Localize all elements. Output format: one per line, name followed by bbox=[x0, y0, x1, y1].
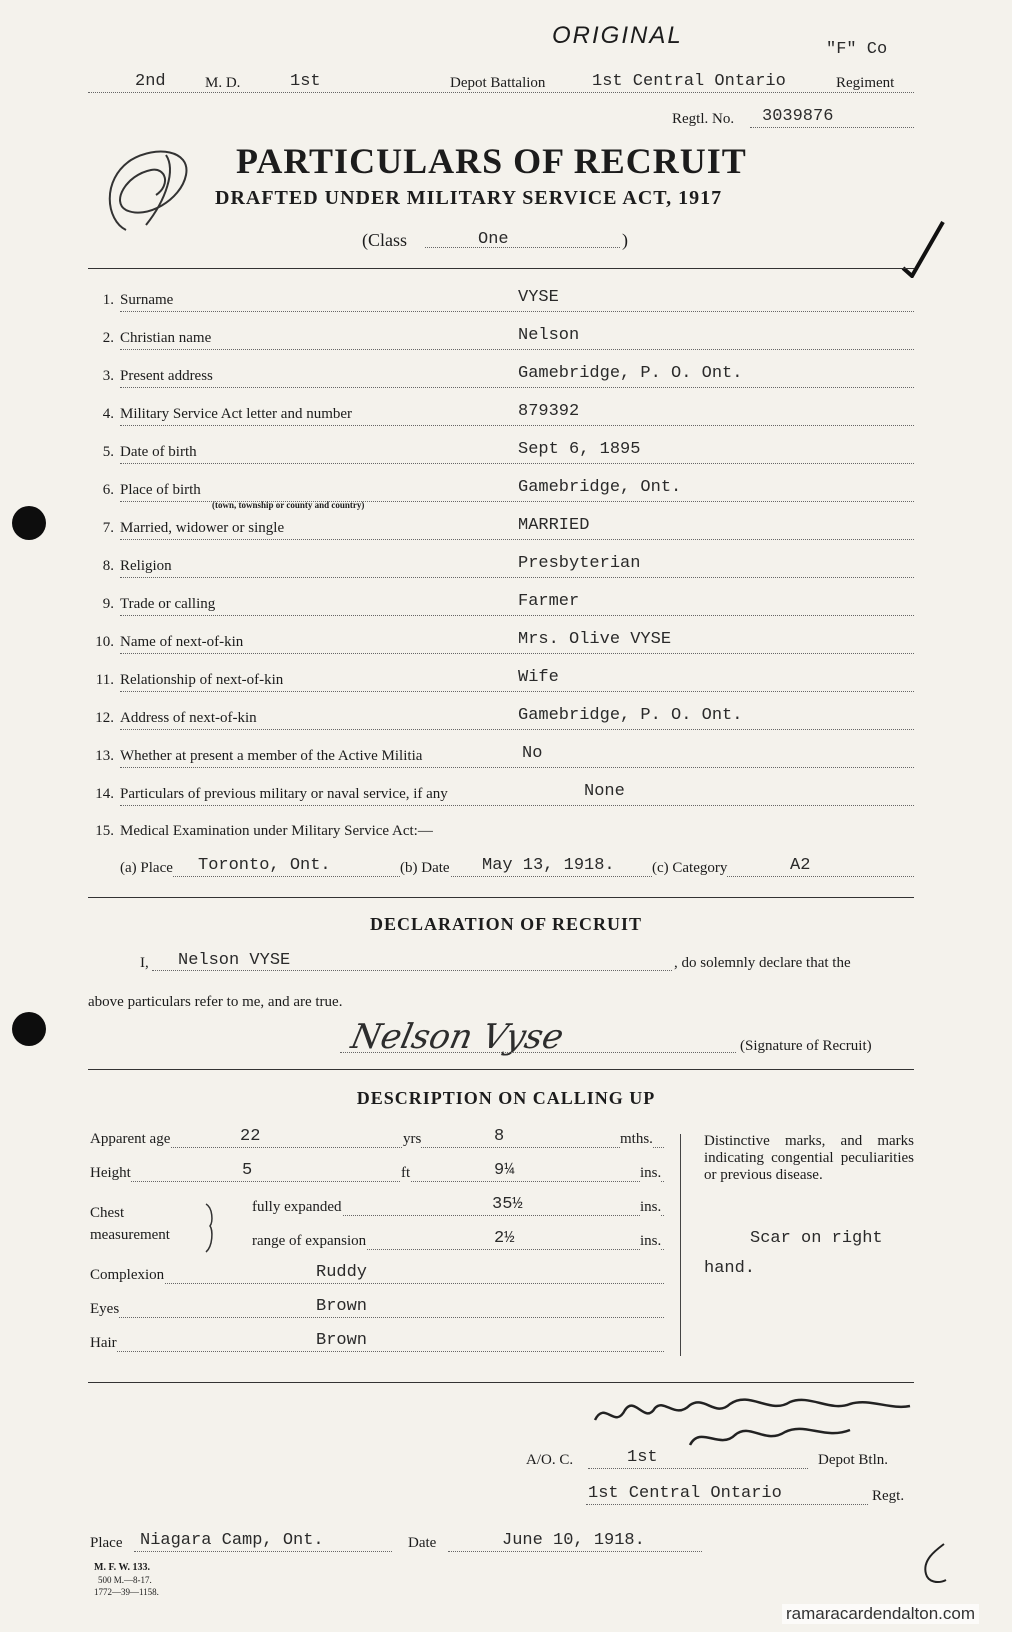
class-open: (Class bbox=[362, 230, 407, 250]
hair-line bbox=[90, 1351, 664, 1352]
field-label: Married, widower or single bbox=[120, 520, 285, 536]
binder-hole-top bbox=[12, 506, 46, 540]
field-label: Particulars of previous military or naval service, if any bbox=[120, 786, 448, 802]
ins-label-range: ins. bbox=[640, 1233, 662, 1249]
aoc-value: 1st bbox=[627, 1448, 658, 1467]
signature-label: (Signature of Recruit) bbox=[740, 1038, 872, 1054]
marks-value: Scar on right hand. bbox=[704, 1229, 883, 1278]
marks-label: Distinctive marks, and marks indicating congential peculiarities or previous disease. bbox=[704, 1133, 914, 1183]
field-value: 879392 bbox=[518, 402, 580, 421]
height-ft: 5 bbox=[242, 1161, 253, 1180]
field-next-of-kin bbox=[92, 630, 914, 660]
field-previous-service bbox=[92, 782, 914, 812]
footer-date-label: Date bbox=[408, 1535, 437, 1551]
dotted-line bbox=[120, 463, 914, 464]
field-label: Date of birth bbox=[120, 444, 197, 460]
chest-brace-icon bbox=[204, 1202, 216, 1254]
field-number: 12. bbox=[95, 710, 114, 726]
dotted-line bbox=[120, 805, 914, 806]
corner-mark bbox=[918, 1540, 954, 1588]
aoc-line bbox=[588, 1468, 808, 1469]
class-close: ) bbox=[622, 230, 628, 250]
field-label: Address of next-of-kin bbox=[120, 710, 257, 726]
field-label: Name of next-of-kin bbox=[120, 634, 244, 650]
field-kin-address bbox=[92, 706, 914, 736]
field-number: 5. bbox=[102, 444, 114, 460]
medical-date-label: (b) Date bbox=[400, 860, 450, 876]
field-value: Farmer bbox=[518, 592, 580, 611]
depot-label: Depot Battalion bbox=[450, 75, 546, 91]
field-label: Religion bbox=[120, 558, 172, 574]
dotted-line bbox=[120, 425, 914, 426]
dotted-line bbox=[120, 615, 914, 616]
form-code-1: M. F. W. 133. bbox=[94, 1562, 151, 1573]
place-of-birth-note: (town, township or county and country) bbox=[212, 500, 365, 510]
field-value: None bbox=[584, 782, 625, 801]
field-label: Military Service Act letter and number bbox=[120, 406, 353, 422]
field-label: Relationship of next-of-kin bbox=[120, 672, 284, 688]
dotted-line bbox=[120, 349, 914, 350]
field-value: Mrs. Olive VYSE bbox=[518, 630, 672, 649]
field-date-of-birth bbox=[92, 440, 914, 470]
original-stamp: ORIGINAL bbox=[552, 22, 683, 49]
ins-label-height: ins. bbox=[640, 1165, 662, 1181]
binder-hole-bottom bbox=[12, 1012, 46, 1046]
field-number: 8. bbox=[102, 558, 114, 574]
regtl-no-value: 3039876 bbox=[762, 107, 834, 126]
declaration-name: Nelson VYSE bbox=[178, 951, 291, 970]
field-christian-name bbox=[92, 326, 914, 356]
divider-declaration bbox=[88, 897, 914, 898]
declaration-name-line bbox=[152, 970, 672, 971]
footer-date-line bbox=[448, 1551, 702, 1552]
regt-label: Regt. bbox=[872, 1488, 905, 1504]
field-number: 15. bbox=[95, 823, 114, 839]
field-religion bbox=[92, 554, 914, 584]
form-title: PARTICULARS OF RECRUIT bbox=[236, 141, 747, 181]
age-years: 22 bbox=[240, 1127, 261, 1146]
field-number: 10. bbox=[95, 634, 114, 650]
divider-description bbox=[88, 1069, 914, 1070]
field-value: MARRIED bbox=[518, 516, 590, 535]
field-number: 1. bbox=[102, 292, 114, 308]
medical-category-label: (c) Category bbox=[652, 860, 728, 876]
regtl-no-line bbox=[750, 127, 914, 128]
header-dotted-line bbox=[88, 92, 914, 93]
field-number: 3. bbox=[102, 368, 114, 384]
field-number: 14. bbox=[95, 786, 114, 802]
footer-place-value: Niagara Camp, Ont. bbox=[140, 1531, 324, 1550]
field-label: Present address bbox=[120, 368, 213, 384]
field-number: 9. bbox=[102, 596, 114, 612]
chest-label-2: measurement bbox=[90, 1227, 170, 1243]
dotted-line bbox=[120, 577, 914, 578]
dotted-line bbox=[120, 311, 914, 312]
dotted-line bbox=[120, 653, 914, 654]
description-heading: DESCRIPTION ON CALLING UP bbox=[356, 1088, 656, 1108]
medical-place-value: Toronto, Ont. bbox=[198, 856, 331, 875]
field-label: Whether at present a member of the Active Militia bbox=[120, 748, 423, 764]
field-number: 6. bbox=[102, 482, 114, 498]
footer-place-line bbox=[134, 1551, 392, 1552]
field-value: No bbox=[522, 744, 543, 763]
field-number: 11. bbox=[95, 672, 114, 688]
divider-top bbox=[88, 268, 914, 269]
range-value: 2½ bbox=[494, 1229, 515, 1248]
regtl-no-label: Regtl. No. bbox=[672, 111, 735, 127]
recruit-signature: Nelson Vyse bbox=[347, 1017, 568, 1057]
complexion-label: Complexion bbox=[90, 1267, 165, 1283]
field-marital-status bbox=[92, 516, 914, 546]
regiment-label: Regiment bbox=[836, 75, 895, 91]
field-medical-exam bbox=[92, 823, 914, 849]
medical-date-value: May 13, 1918. bbox=[482, 856, 615, 875]
file-code: "F" Co bbox=[826, 40, 888, 59]
regiment-value: 1st Central Ontario bbox=[592, 72, 786, 91]
form-code-2: 500 M.—8-17. bbox=[98, 1575, 152, 1585]
field-value: Gamebridge, Ont. bbox=[518, 478, 682, 497]
height-line bbox=[90, 1181, 664, 1182]
field-value: Wife bbox=[518, 668, 559, 687]
field-number: 7. bbox=[102, 520, 114, 536]
medical-place-label: (a) Place bbox=[120, 860, 173, 876]
hair-label: Hair bbox=[90, 1335, 117, 1351]
medical-dotted-line bbox=[120, 876, 914, 877]
md-label: M. D. bbox=[205, 75, 241, 91]
field-msa-number bbox=[92, 402, 914, 432]
height-in: 9¼ bbox=[494, 1161, 515, 1180]
field-label: Trade or calling bbox=[120, 596, 216, 612]
field-number: 13. bbox=[95, 748, 114, 764]
eyes-value: Brown bbox=[316, 1297, 368, 1316]
form-subtitle: DRAFTED UNDER MILITARY SERVICE ACT, 1917 bbox=[215, 187, 723, 209]
field-label: Place of birth bbox=[120, 482, 201, 498]
field-label: Christian name bbox=[120, 330, 212, 346]
field-surname bbox=[92, 288, 914, 318]
script-initial-emblem bbox=[96, 140, 206, 240]
signature-line bbox=[340, 1052, 736, 1053]
aoc-label: A/O. C. bbox=[526, 1452, 574, 1468]
ft-label: ft bbox=[401, 1165, 411, 1181]
eyes-label: Eyes bbox=[90, 1301, 120, 1317]
md-value: 2nd bbox=[135, 72, 166, 91]
field-active-militia bbox=[92, 744, 914, 774]
footer-date-value: June 10, 1918. bbox=[502, 1531, 645, 1550]
age-months: 8 bbox=[494, 1127, 505, 1146]
field-number: 4. bbox=[102, 406, 114, 422]
regt-value: 1st Central Ontario bbox=[588, 1484, 782, 1503]
footer-place-label: Place bbox=[90, 1535, 123, 1551]
range-label: range of expansion bbox=[252, 1233, 367, 1249]
class-line bbox=[425, 247, 620, 248]
field-number: 2. bbox=[102, 330, 114, 346]
chest-label-1: Chest bbox=[90, 1205, 125, 1221]
eyes-line bbox=[90, 1317, 664, 1318]
ins-label-expanded: ins. bbox=[640, 1199, 662, 1215]
field-label: Medical Examination under Military Service Act:— bbox=[120, 823, 433, 839]
field-value: Sept 6, 1895 bbox=[518, 440, 641, 459]
watermark: ramaracardendalton.com bbox=[782, 1604, 979, 1624]
field-value: Presbyterian bbox=[518, 554, 641, 573]
field-present-address bbox=[92, 364, 914, 394]
dotted-line bbox=[120, 729, 914, 730]
divider-officer bbox=[88, 1382, 914, 1383]
field-value: Gamebridge, P. O. Ont. bbox=[518, 364, 743, 383]
class-value: One bbox=[478, 230, 509, 249]
marks-divider bbox=[680, 1134, 681, 1356]
dotted-line bbox=[120, 767, 914, 768]
depot-value: 1st bbox=[290, 72, 321, 91]
declaration-suffix: , do solemnly declare that the bbox=[674, 955, 851, 971]
expanded-label: fully expanded bbox=[252, 1199, 342, 1215]
declaration-prefix: I, bbox=[140, 955, 149, 971]
declaration-line2: above particulars refer to me, and are true. bbox=[88, 994, 343, 1010]
medical-category-value: A2 bbox=[790, 856, 811, 875]
dotted-line bbox=[120, 387, 914, 388]
field-value: Gamebridge, P. O. Ont. bbox=[518, 706, 743, 725]
complexion-value: Ruddy bbox=[316, 1263, 368, 1282]
field-value: VYSE bbox=[518, 288, 559, 307]
depot-btln-label: Depot Btln. bbox=[818, 1452, 888, 1468]
dotted-line bbox=[120, 691, 914, 692]
yrs-label: yrs bbox=[403, 1131, 422, 1147]
age-line bbox=[90, 1147, 664, 1148]
field-value: Nelson bbox=[518, 326, 580, 345]
complexion-line bbox=[90, 1283, 664, 1284]
dotted-line bbox=[120, 539, 914, 540]
field-relationship bbox=[92, 668, 914, 698]
age-label: Apparent age bbox=[90, 1131, 171, 1147]
hair-value: Brown bbox=[316, 1331, 368, 1350]
mths-label: mths. bbox=[620, 1131, 653, 1147]
expanded-value: 35½ bbox=[492, 1195, 523, 1214]
declaration-heading: DECLARATION OF RECRUIT bbox=[369, 914, 643, 934]
check-mark-icon bbox=[898, 218, 948, 278]
form-code-3: 1772—39—1158. bbox=[94, 1587, 159, 1597]
regt-line bbox=[586, 1504, 868, 1505]
height-label: Height bbox=[90, 1165, 131, 1181]
field-label: Surname bbox=[120, 292, 174, 308]
field-trade bbox=[92, 592, 914, 622]
